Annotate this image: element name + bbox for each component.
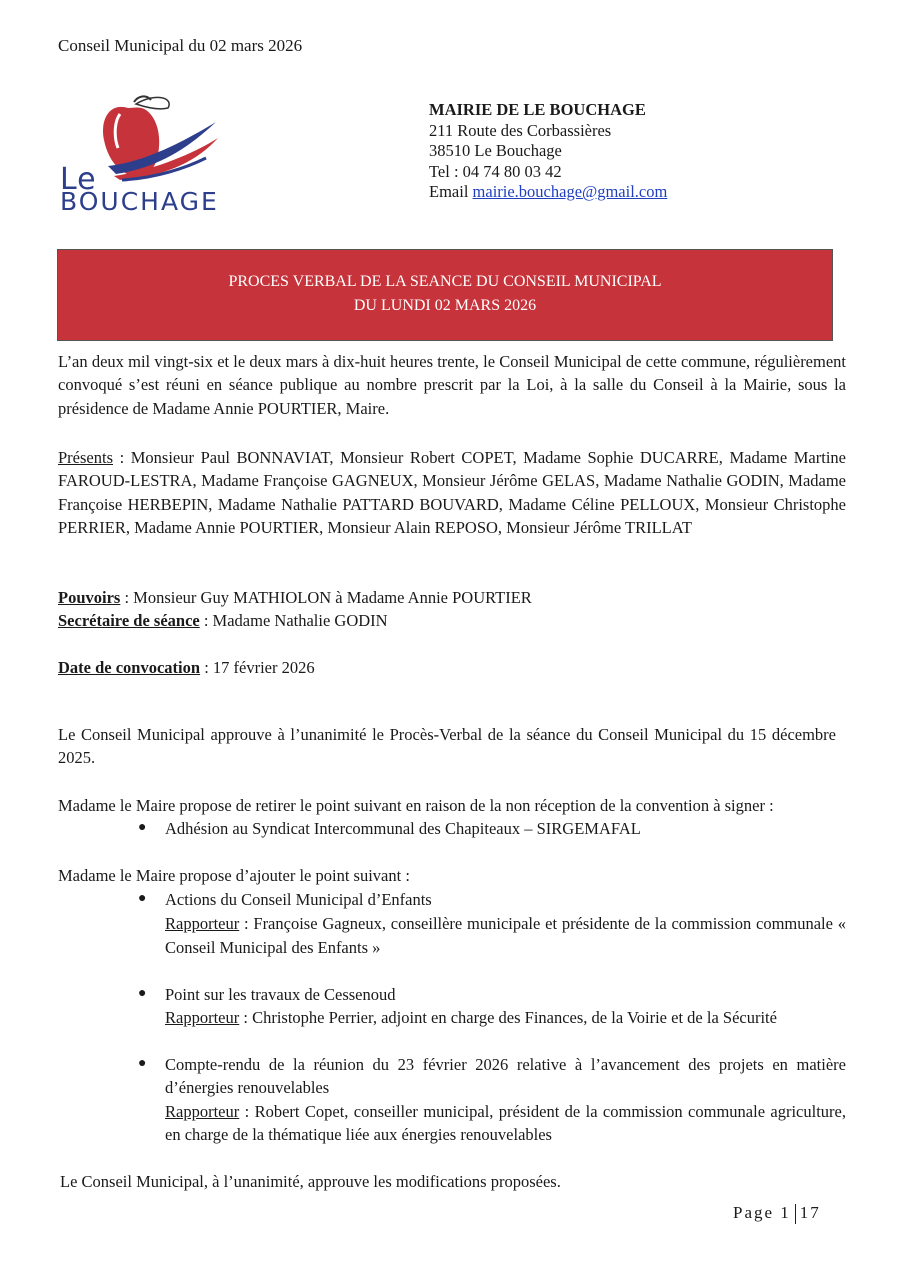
page-number [733,1203,821,1224]
address-street: 211 Route des Corbassières [429,120,612,140]
convocation-text: : 17 février 2026 [200,658,315,677]
rapporteur-text: : Robert Copet, conseiller municipal, président de la commission communale agriculture, en charge de la thématique liée aux énergies renouvelables [165,1101,846,1144]
secretaire-label: Secrétaire de séance [58,611,200,630]
rapporteur-text: : Françoise Gagneux, conseillère municipale et présidente de la commission communale « Conseil Municipal des Enfants » [165,914,846,957]
item-title: Point sur les travaux de Cessenoud [165,985,396,1004]
item-title: Compte-rendu de la réunion du 23 février 2026 relative à l’avancement des projets en matière d’énergies renouvelables [165,1055,846,1098]
pouvoirs-text: : Monsieur Guy MATHIOLON à Madame Annie POURTIER [120,588,532,607]
approval-paragraph: Le Conseil Municipal approuve à l’unanimité le Procès-Verbal de la séance du Conseil Municipal du 15 décembre 2025. [58,725,836,768]
retirer-intro: Madame le Maire propose de retirer le point suivant en raison de la non réception de la convention à signer : [58,796,774,815]
presents-paragraph [58,446,846,539]
pouvoirs-line [58,586,846,609]
mairie-address-block [429,100,667,203]
logo-text-le: Le [60,162,97,197]
email-link[interactable]: mairie.bouchage@gmail.com [472,182,668,201]
page-label: Page 1 [733,1203,791,1222]
retirer-item: Adhésion au Syndicat Intercommunal des Chapiteaux – SIRGEMAFAL [165,819,641,838]
bullet-icon: ● [138,1056,147,1071]
bullet-icon: ● [138,986,147,1001]
bullet-icon: ● [138,820,147,835]
ajouter-item-2 [165,983,846,1030]
banner-title-line2: DU LUNDI 02 MARS 2026 [353,297,537,314]
mairie-name: MAIRIE DE LE BOUCHAGE [429,100,646,119]
rapporteur-label: Rapporteur [165,1008,240,1028]
commune-logo [56,92,266,217]
address-city: 38510 Le Bouchage [429,141,562,160]
email-label: Email [429,182,473,201]
rapporteur-text: : Christophe Perrier, adjoint en charge des Finances, de la Voirie et de la Sécurité [239,1008,777,1028]
document-header: Conseil Municipal du 02 mars 2026 [58,36,303,55]
presents-label: Présents [58,448,113,467]
ajouter-item-1 [165,888,846,959]
secretaire-text: : Madame Nathalie GODIN [199,611,388,630]
address-email-line [429,182,667,203]
rapporteur-label: Rapporteur [165,914,240,934]
page-total: 17 [799,1203,821,1222]
logo-text-bouchage: BOUCHAGE [60,187,219,216]
item-title: Actions du Conseil Municipal d’Enfants [165,890,432,909]
convocation-line [58,656,846,679]
presents-list: : Monsieur Paul BONNAVIAT, Monsieur Robert COPET, Madame Sophie DUCARRE, Madame Martine FAROUD-LESTRA, Madame Françoise GAGNEUX, Monsieur Jérôme GELAS, Madame Nathalie GODIN, Madame Françoise HERBEPIN, Madame Nathalie PATTARD BOUVARD, Madame Céline PELLOUX, Monsieur Christophe PERRIER, Madame Annie POURTIER, Monsieur Alain REPOSO, Monsieur Jérôme TRILLAT [58,448,846,537]
address-phone: Tel : 04 74 80 03 42 [429,161,562,181]
convocation-label: Date de convocation [58,658,201,677]
title-banner [57,249,833,341]
conclusion-paragraph: Le Conseil Municipal, à l’unanimité, approuve les modifications proposées. [60,1172,561,1191]
intro-paragraph: L’an deux mil vingt-six et le deux mars à dix-huit heures trente, le Conseil Municipal de cette commune, régulièrement convoqué s’est réuni en séance publique au nombre prescrit par la Loi, à la salle du Conseil à la Mairie, sous la présidence de Madame Annie POURTIER, Maire. [58,352,846,418]
page-separator [795,1204,796,1224]
bullet-icon: ● [138,891,147,906]
ajouter-item-3 [165,1053,846,1146]
secretaire-line [58,609,846,632]
banner-title-line1: PROCES VERBAL DE LA SEANCE DU CONSEIL MUNICIPAL [228,273,662,290]
ajouter-intro: Madame le Maire propose d’ajouter le point suivant : [58,866,410,885]
pouvoirs-label: Pouvoirs [58,588,121,607]
rapporteur-label: Rapporteur [165,1101,240,1121]
